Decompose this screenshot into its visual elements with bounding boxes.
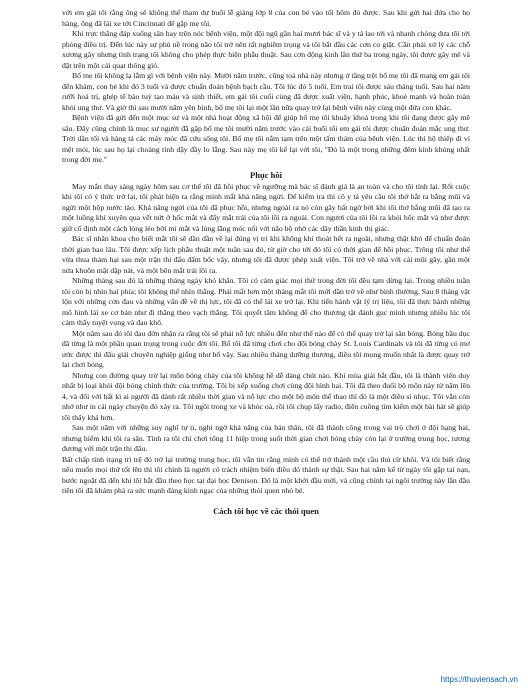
paragraph: Bố mẹ tôi không lạ lẫm gì với bệnh viện này. Mười năm trước, cũng toà nhà này nhưng ở tầng trệt bố mẹ tôi đã mang em gái tôi đến khám, con bé khi đó 3 tuổi và được chuẩn đoán bệnh bạch cầu. Tôi lúc đó 5 tuổi. Em trai tôi được sáu tháng tuổi. Sau hai năm rưỡi hoá trị, ghép tế bào tuỷ tạo máu và sinh thiết, em gái tôi cuối cùng đã được xuất viện, hạnh phúc, khoẻ mạnh và hoàn toàn khỏi ung thư. Và giờ thì sau mười năm yên bình, bố mẹ tôi lại một lần nữa quay trở lại bệnh viện này cùng một đứa con khác. [62,71,470,112]
document-page [62,8,470,518]
footer-source-link[interactable]: https://thuviensach.vn [440,675,518,684]
section-heading-recovery: Phục hồi [250,169,282,180]
paragraph: Bệnh viện đã gửi đến một mục sư và một nhà hoạt động xã hội để giúp bố mẹ tôi khuây khoả trong khi tôi đang được gây mê sâu. Đây cũng chính là mục sư người đã gặp bố mẹ tôi mười năm trước vào cái buổi tối em gái tôi được chuẩn đoán mắc ung thư. Trời dần tối và hàng tá các máy móc đã cứu sống tôi. Bố mẹ tôi nằm tạm trên một tấm thảm của bệnh viện. Lúc thì hộ thiếp đi vì mệt mỏi, lúc sau họ lại choàng tỉnh dậy đầy lo lắng. Sau này mẹ tôi kể lại với tôi, "Đó là một trong những đêm kinh khủng nhất trong đời mẹ." [62,113,470,164]
paragraph: Những tháng sau đó là những tháng ngày khó khăn. Tôi có cảm giác mọi thứ trong đời tôi đều tạm dừng lại. Trong nhiều tuần tôi còn bị nhìn hai phía; tôi không thể nhìn thẳng. Phải mất hơn một tháng mắt tôi mới dần trở về như bình thường. Sau 8 tháng vật lộn với những cơn đau và những vấn đề về thị lực, tôi đã có thể lái xe trở lại. Khi tiến hành vật lý trị liệu, tôi đã thực hành những mô hình lái xe cơ bản như đi thẳng theo vạch thẳng. Tôi quyết tâm không để cho thương tật đánh gục mình nhưng nhiều lúc tôi cảm thấy tuyệt vọng và đau khổ. [62,276,470,327]
paragraph: Bất chấp tình trạng trì trệ đó trở lại trường trung học, tôi vẫn tin rằng mình có thể trở thành một cầu thủ cừ khôi. Và tôi biết rằng nếu muốn mọi thứ tốt lên thì tôi chính là người có trách nhiệm biến điều đó thành sự thật. Sau hai năm kể từ ngày tôi gặp tai nạn, bước ngoặt đã đến khi tôi bắt đầu theo học tại đại học Denison. Đó là một khởi đầu mới, và cũng chính tại ngôi trường này lần đầu tiên tôi đã khám phá ra sức mạnh đáng kinh ngạc của những thói quen nhỏ bé. [62,454,470,495]
section-heading-habits: Cách tôi học về các thói quen [213,505,319,516]
paragraph: Nhưng con đường quay trở lại môn bóng chày của tôi không hề dễ dàng chút nào. Khi mùa giải bắt đầu, tôi là thành viên duy nhất bị loại khỏi đội bóng chính thức của trường. Tôi bị xếp xuống chơi cùng đội hình hai. Tôi đã theo đuổi bộ môn này từ năm lên 4, và đối với bất kì ai người đã dành rất nhiều thời gian và nỗ lực cho một bộ môn thể thao thì đó là một điều sỉ nhục. Tôi vẫn còn nhớ như in cái ngày chuyện đó xảy ra. Tôi ngồi trong xe và khóc oà, rồi tôi chụp lấy radio, điên cuồng tìm kiếm một bài hát sẽ giúp tôi thấy khá hơn. [62,370,470,422]
paragraph: với em gái tôi rằng ông sẽ không thể tham dự buổi lễ giảng lớp 8 của con bé vào tối hôm đó được. Sau khi gửi hai đứa cho họ hàng, ông đã lái xe tới Cincinnati để gặp mẹ tôi. [62,8,470,28]
paragraph: Một năm sau đó tôi đau đớn nhận ra rằng tôi sẽ phải nỗ lực nhiều đến như thế nào để có thể quay trở lại sân bóng. Bóng bầu dục đã từng là một phần quan trọng trong cuộc đời tôi. Bố tôi đã từng chơi cho đội bóng chày St. Louis Cardinals và tôi đã từng có mơ ước được thi đấu giải chuyên nghiệp giống như bố vậy. Sau nhiều tháng dưỡng thương, điều tôi mong muốn nhất là được quay trở lại chơi bóng. [62,328,470,369]
paragraph: Sau một năm với những suy nghĩ tự ti, nghi ngờ khả năng của bản thân, tôi đã thành công trong vai trò chơi ở đội hạng hai, nhưng hiếm khi tôi ra sân. Tính ra tôi chỉ chơi tổng 11 hiệp trong suốt thời gian chơi bóng chày còn lại ở trường trung học, tương đương với một trận thi đấu. [62,423,470,453]
paragraph: May mắn thay sáng ngày hôm sau cơ thể tôi đã hồi phục về ngưỡng mà bác sĩ đánh giá là an toàn và cho tôi tỉnh lại. Rốt cuộc khi tôi có ý thức trở lại, tôi phát hiện ra rằng mình mất khả năng ngửi. Để kiểm tra thì cô y tá yêu cầu tôi thở hắt ra bằng mũi và ngửi một hộp nước táo. Khả năng ngửi của tôi đã phục hồi, nhưng ngoài ra nó còn gây bất ngờ bởi khi tôi thở bằng mũi đã tạo ra một luồng khí xuyên qua vết nứt ở hốc mắt và đẩy mắt trái của tôi lồi ra ngoài. Con ngươi của tôi lồi ra khỏi hốc mắt và như được giữ cố định một cách lỏng lẻo bởi mí mắt và lủng lẳng móc nối với não bộ nhờ các dây thần kinh thị giác. [62,181,470,233]
paragraph: Bác sĩ nhãn khoa cho biết mắt tôi sẽ dần dần về lại đúng vị trí khi không khí thoát hết ra ngoài, nhưng thật khó để chuẩn đoán thời gian bao lâu. Tôi được xếp lịch phẫu thuật một tuần sau đó, từ giờ cho tới đó tôi có thời gian để hồi phục. Trông tôi như thể vừa thua thảm hại sau một trận thi đấu đấm bốc vậy, nhưng tôi đã được phép xuất viện. Tôi trở về nhà với cái mũi gãy, gần một nửa khuôn mặt dập nát, và một bên mắt trái lồi ra. [62,234,470,275]
paragraph: Khi trực thăng đáp xuống sân bay trên nóc bệnh viện, một đội ngũ gần hai mươi bác sĩ và y tá lao tới và nhanh chóng đưa tôi tới phòng điều trị. Đến lúc này sự phù nề trong não tôi trở nên rất nghiêm trọng và tôi bắt đầu các cơn co giật. Cần phải xử lý các chỗ xương gãy nhưng tình trạng tôi không cho phép thực hiện phẫu thuật. Sau cơn động kinh lần thứ ba trong ngày, tôi được gây mê và đặt trên một cái quạt thông gió. [62,29,470,70]
